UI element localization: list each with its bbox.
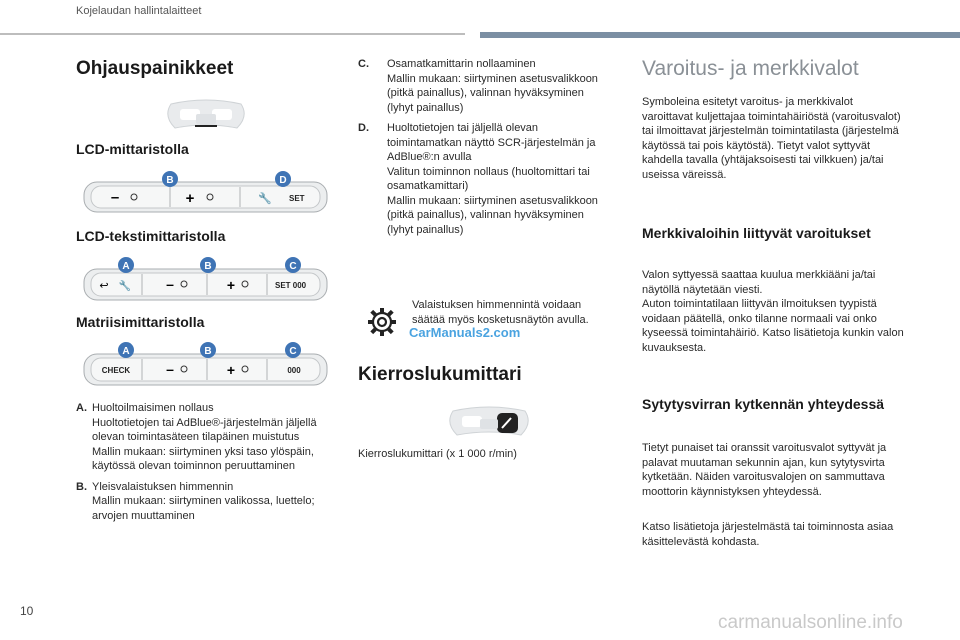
matrix-heading: Matriisimittaristolla xyxy=(76,314,205,330)
svg-text:–: – xyxy=(166,276,174,292)
item-text: Osamatkamittarin nollaaminen Mallin mukaan: siirtyminen asetusvalikkoon (pitkä painallus), valinnan hyväksyminen (lyhyt painallus) xyxy=(387,58,598,114)
item-key: C. xyxy=(358,58,369,70)
warning-intro: Symboleina esitetyt varoitus- ja merkkivalot varoittavat kuljettajaa toimintahäiriöstä (varoitusvalot) tai ilmoittavat järjestelmän toimintatilasta (järjestelmä käytössä tai pois käytöstä). Tietyt valot syttyvät kahdella tavalla (yhtäjaksoisesti tai vilkkuen) ja/tai useissa väreissä. xyxy=(642,96,901,181)
section-header: Kojelaudan hallintalaitteet xyxy=(76,5,202,17)
svg-text:–: – xyxy=(166,361,174,377)
panel-check-label: CHECK xyxy=(101,366,131,375)
page-number: 10 xyxy=(20,604,34,618)
ignition-text-1: Tietyt punaiset tai oranssit varoitusvalot syttyvät ja palavat muutaman sekunnin ajan, kun sytytysvirta kytketään. Näiden varoitusvalojen on sammuttava moottorin käynnistyksen yhteydessä. xyxy=(642,442,887,498)
item-key: D. xyxy=(358,122,369,134)
badge-b: B xyxy=(166,175,174,186)
ignition-text-2: Katso lisätietoja järjestelmästä tai toiminnosta asiaa käsittelevästä kohdasta. xyxy=(642,521,894,548)
page-title: Ohjauspainikkeet xyxy=(76,58,234,79)
svg-text:↩: ↩ xyxy=(99,280,109,292)
list-item-b xyxy=(76,480,321,524)
lcd-button-panel xyxy=(82,170,332,215)
svg-text:🔧: 🔧 xyxy=(118,281,132,292)
item-key: B. xyxy=(76,480,87,493)
indicator-warnings-heading: Merkkivaloihin liittyvät varoitukset xyxy=(642,225,871,241)
badge-a: A xyxy=(122,261,130,272)
badge-b: B xyxy=(204,346,212,357)
header-divider xyxy=(0,33,465,35)
badge-c: C xyxy=(289,346,297,357)
list-item-c xyxy=(358,57,608,115)
badge-a: A xyxy=(122,346,130,357)
watermark-carmanuals: CarManuals2.com xyxy=(409,325,521,340)
badge-b: B xyxy=(204,261,212,272)
badge-c: C xyxy=(289,261,297,272)
item-text: Huoltoilmaisimen nollaus Huoltotietojen tai AdBlue®-järjestelmän jäljellä olevan toimintasäteen tilapäinen muistutus Mallin mukaan: siirtyminen yksi taso ylöspäin, käytössä olevan toiminnon peruuttaminen xyxy=(92,402,317,472)
svg-text:–: – xyxy=(110,189,120,206)
list-item-d xyxy=(358,121,608,237)
panel-000-label: 000 xyxy=(287,366,301,375)
middle-item-list xyxy=(358,57,608,237)
lcd-text-heading: LCD-tekstimittaristolla xyxy=(76,228,226,244)
item-key: A. xyxy=(76,402,87,414)
steering-controls-icon xyxy=(165,98,247,132)
list-item-a xyxy=(76,401,321,474)
kierroslukumittari-title: Kierroslukumittari xyxy=(358,364,522,385)
svg-text:🔧: 🔧 xyxy=(258,193,272,205)
warning-lights-title: Varoitus- ja merkkivalot xyxy=(642,57,859,80)
panel-set-000-label: SET 000 xyxy=(275,281,307,290)
badge-d: D xyxy=(279,175,287,186)
svg-text:+: + xyxy=(185,190,195,207)
svg-text:+: + xyxy=(226,362,236,378)
ignition-heading: Sytytysvirran kytkennän yhteydessä xyxy=(642,396,885,412)
lcd-heading: LCD-mittaristolla xyxy=(76,141,189,157)
item-text: Yleisvalaistuksen himmennin Mallin mukaan: siirtyminen valikossa, luettelo; arvojen muuttaminen xyxy=(92,480,315,522)
lcd-text-button-panel xyxy=(82,255,332,303)
gear-icon xyxy=(365,305,399,339)
dimmer-note: Valaistuksen himmennintä voidaan säätää myös kosketusnäytön avulla. xyxy=(412,299,589,326)
tachometer-icon xyxy=(447,405,531,439)
matrix-button-panel xyxy=(82,340,332,388)
svg-text:+: + xyxy=(226,277,236,293)
indicator-warnings-text: Valon syttyessä saattaa kuulua merkkiääni ja/tai näytöllä näytetään viesti. Auton toimintatilaan liittyvän ilmoituksen tyypistä voidaan päätellä, onko tilanne normaali vai onko kyseessä toimintahäiriö. Katso lisätietoja kunkin valon kuvauksesta. xyxy=(642,269,904,354)
header-bar xyxy=(480,32,960,38)
item-text: Huoltotietojen tai jäljellä olevan toimintamatkan näyttö SCR-järjestelmän ja AdBlue®:n avulla Valitun toiminnon nollaus (huoltomittari tai osamatkamittari) Mallin mukaan: siirtyminen asetusvalikkoon (pitkä painallus), valinnan hyväksyminen (lyhyt painallus) xyxy=(387,122,598,236)
watermark-footer: carmanualsonline.info xyxy=(718,612,903,633)
tachometer-caption: Kierroslukumittari (x 1 000 r/min) xyxy=(358,448,517,460)
panel-set-label: SET xyxy=(289,194,305,203)
left-item-list xyxy=(76,401,321,523)
